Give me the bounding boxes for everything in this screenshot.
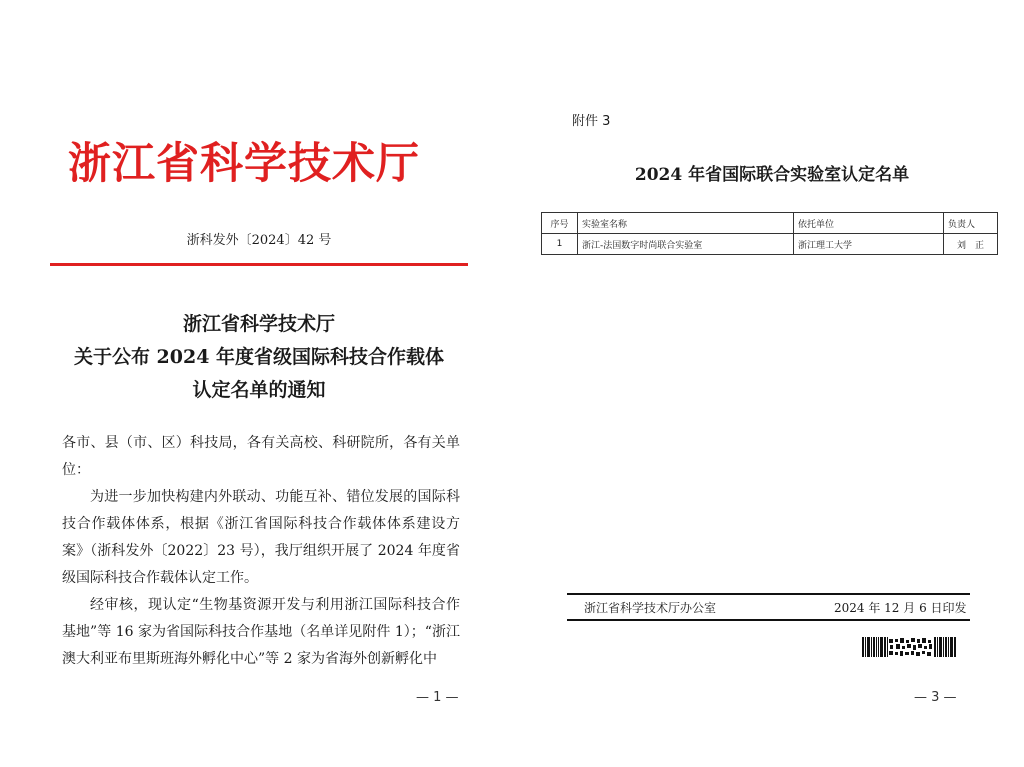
footer-issuing-office: 浙江省科学技术厅办公室 — [584, 601, 717, 615]
column-header-host-unit: 依托单位 — [794, 213, 944, 234]
body-paragraph: 经审核，现认定“生物基资源开发与利用浙江国际科技合作基地”等 16 家为省国际科技合作基地（名单详见附件 1）；“浙江澳大利亚布里斯班海外孵化中心”等 2 家为省海外创新孵化中 — [62, 597, 460, 667]
page-number: — 3 — — [914, 690, 957, 705]
list-title: 2024 年省国际联合实验室认定名单 — [634, 165, 910, 185]
table-row — [542, 234, 998, 255]
body-paragraph: 为进一步加快构建内外联动、功能互补、错位发展的国际科技合作载体体系，根据《浙江省国际科技合作载体体系建设方案》（浙科发外〔2022〕23 号），我厅组织开展了 2024 年度省级国际科技合作载体认定工作。 — [62, 489, 460, 586]
issuer-masthead: 浙江省科学技术厅 — [68, 139, 420, 189]
column-header-lab-name: 实验室名称 — [578, 213, 794, 234]
cell-leader: 刘 正 — [944, 234, 998, 255]
document-number: 浙科发外〔2024〕42 号 — [186, 233, 332, 248]
page-number: — 1 — — [416, 690, 459, 705]
notice-title-line: 认定名单的通知 — [192, 379, 326, 401]
cell-host-unit: 浙江理工大学 — [794, 234, 944, 255]
notice-title-line: 浙江省科学技术厅 — [182, 313, 335, 335]
footer-rule-bottom — [567, 619, 970, 621]
salutation: 各市、县（市、区）科技局，各有关高校、科研院所，各有关单位： — [62, 435, 460, 478]
barcode-icon — [862, 637, 957, 657]
footer-issue-date: 2024 年 12 月 6 日印发 — [834, 601, 967, 615]
cell-lab-name: 浙江-法国数字时尚联合实验室 — [578, 234, 794, 255]
lab-list-table — [541, 212, 998, 255]
table-header-row — [542, 213, 998, 234]
document-page-3 — [512, 0, 1024, 767]
notice-title-line: 关于公布 2024 年度省级国际科技合作载体 — [73, 346, 445, 368]
column-header-leader: 负责人 — [944, 213, 998, 234]
notice-body — [62, 430, 460, 673]
notice-title — [50, 308, 468, 407]
attachment-label: 附件 3 — [572, 114, 611, 129]
footer-rule-top — [567, 593, 970, 595]
column-header-seq: 序号 — [542, 213, 578, 234]
red-divider-line — [50, 263, 468, 266]
cell-seq: 1 — [542, 234, 578, 255]
